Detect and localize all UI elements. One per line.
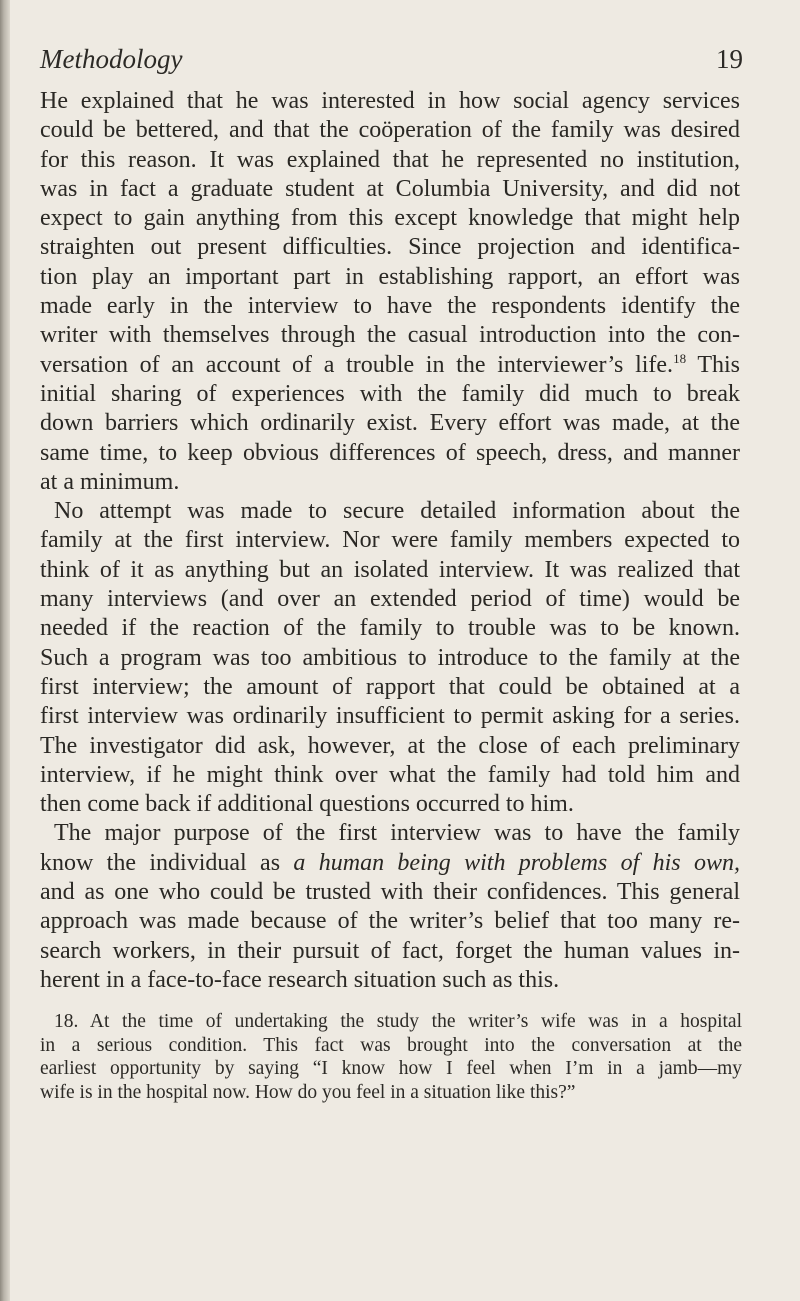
- text-line: family at the first interview. Nor were family members expected to: [40, 527, 740, 554]
- text-line: needed if the reaction of the family to trouble was to be known.: [40, 615, 740, 642]
- text-line: search workers, in their pursuit of fact, forget the human values in-: [40, 937, 740, 964]
- text-line: then come back if additional questions occurred to him.: [40, 791, 574, 818]
- text-line: and as one who could be trusted with their confidences. This general: [40, 879, 740, 906]
- text-line: The investigator did ask, however, at the close of each preliminary: [40, 732, 740, 759]
- book-page: [10, 0, 800, 1301]
- body-text: [40, 87, 740, 995]
- paragraph-2: [40, 497, 740, 819]
- text-line: many interviews (and over an extended period of time) would be: [40, 586, 740, 613]
- text-line: first interview; the amount of rapport that could be obtained at a: [40, 673, 740, 700]
- text-line: down barriers which ordinarily exist. Every effort was made, at the: [40, 410, 740, 437]
- text-line: initial sharing of experiences with the family did much to break: [40, 380, 740, 407]
- text-line: straighten out present difficulties. Since projection and identifica-: [40, 234, 740, 261]
- page-number: 19: [716, 44, 743, 74]
- text-line: Such a program was too ambitious to introduce to the family at the: [40, 644, 740, 671]
- running-head: [40, 44, 745, 75]
- emphasized-text: a human being with problems of his own,: [293, 849, 740, 876]
- text-line-with-footnote: [40, 351, 740, 380]
- chapter-title: Methodology: [40, 44, 183, 74]
- footnote-line: 18. At the time of undertaking the study the writer’s wife was in a hospital: [54, 1011, 742, 1032]
- text-line: The major purpose of the first interview was to have the family: [54, 820, 740, 847]
- text-line: tion play an important part in establishing rapport, an effort was: [40, 263, 740, 290]
- footnote-line: earliest opportunity by saying “I know how I feel when I’m in a jamb—my: [40, 1058, 742, 1080]
- text-fragment: This: [686, 351, 741, 378]
- text-line: No attempt was made to secure detailed information about the: [54, 498, 740, 525]
- footnote-18: [40, 1010, 742, 1104]
- text-line: He explained that he was interested in how social agency services: [40, 88, 740, 114]
- text-line: herent in a face-to-face research situation such as this.: [40, 966, 560, 993]
- text-line: interview, if he might think over what the family had told him and: [40, 761, 740, 788]
- text-fragment: know the individual as: [40, 849, 294, 876]
- text-fragment: versation of an account of a trouble in the interviewer’s life.: [40, 351, 674, 378]
- text-line: made early in the interview to have the respondents identify the: [40, 293, 740, 320]
- footnote-reference: 18: [673, 350, 687, 366]
- text-line-with-emphasis: [40, 849, 740, 878]
- paragraph-3: [40, 819, 740, 995]
- text-line: at a minimum.: [40, 468, 180, 495]
- text-line: writer with themselves through the casual introduction into the con-: [40, 322, 740, 349]
- footnote-line: wife is in the hospital now. How do you feel in a situation like this?”: [40, 1081, 576, 1103]
- text-line: approach was made because of the writer’s belief that too many re-: [40, 908, 740, 935]
- text-line: think of it as anything but an isolated interview. It was realized that: [40, 556, 740, 583]
- text-line: was in fact a graduate student at Columbia University, and did not: [40, 175, 740, 202]
- footnote-line: in a serious condition. This fact was brought into the conversation at the: [40, 1034, 742, 1056]
- text-line: for this reason. It was explained that he represented no institution,: [40, 146, 740, 173]
- paragraph-1: [40, 87, 740, 497]
- text-line: could be bettered, and that the coöperation of the family was desired: [40, 117, 740, 144]
- text-line: expect to gain anything from this except knowledge that might help: [40, 205, 740, 232]
- text-line: same time, to keep obvious differences of speech, dress, and manner: [40, 439, 740, 466]
- book-gutter: [0, 0, 10, 1301]
- text-line: first interview was ordinarily insufficient to permit asking for a series.: [40, 703, 740, 730]
